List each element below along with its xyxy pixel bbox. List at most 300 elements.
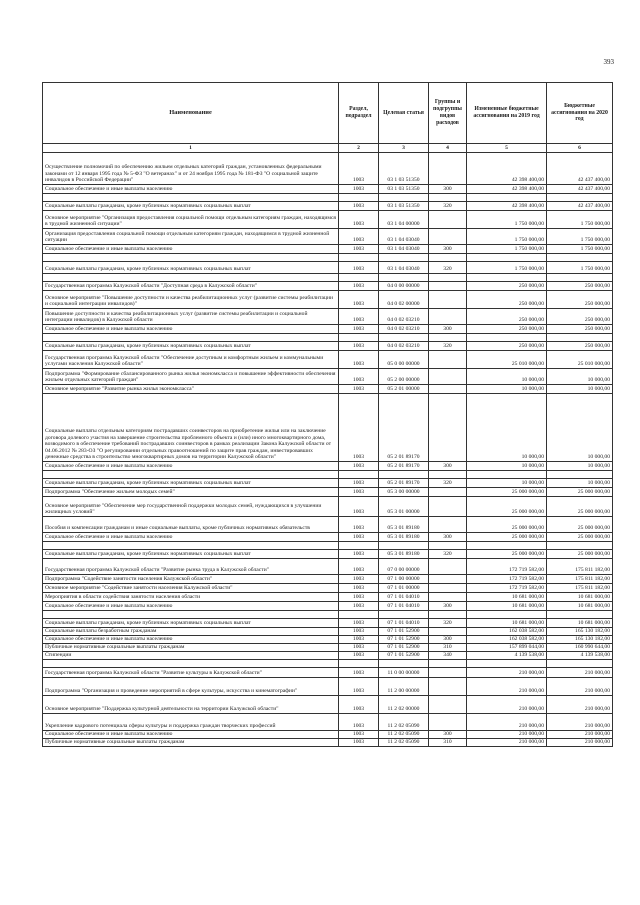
row-budget-2019: 25 010 000,00: [467, 351, 547, 369]
row-section: 1003: [339, 394, 379, 462]
row-budget-2019: 210 000,00: [467, 696, 547, 714]
table-row: [43, 533, 613, 542]
row-article: 07 1 00 00000: [379, 575, 429, 584]
row-budget-2019: 25 000 000,00: [467, 497, 547, 517]
row-name: Пособия и компенсации гражданам и иные социальные выплаты, кроме публичных нормативных обязательств: [43, 517, 339, 533]
row-name: Социальное обеспечение и иные выплаты населению: [43, 731, 339, 739]
column-number: 4: [429, 144, 467, 153]
row-name: Укрепление кадрового потенциала сферы культуры и поддержка граждан творческих профессий: [43, 714, 339, 731]
row-budget-2020: 250 000,00: [547, 291, 613, 309]
row-section: 1003: [339, 584, 379, 593]
row-section: 1003: [339, 497, 379, 517]
table-row: [43, 559, 613, 575]
row-budget-2020: 42 437 400,00: [547, 202, 613, 211]
spacer-cell: [547, 274, 613, 282]
spacer-cell: [429, 660, 467, 668]
spacer-cell: [467, 611, 547, 619]
table-row: [43, 229, 613, 245]
row-budget-2019: 250 000,00: [467, 342, 547, 351]
row-group: [429, 497, 467, 517]
table-row: [43, 619, 613, 628]
row-budget-2020: 1 750 000,00: [547, 245, 613, 254]
row-budget-2019: 250 000,00: [467, 291, 547, 309]
row-name: Осуществление полномочий по обеспечению жильем отдельных категорий граждан, установленных федеральными законами от 12 января 1995 года № 5-ФЗ "О ветеранах" и от 24 ноября 1995 года № 181-ФЗ "О социальной защите инвалидов в Российской Федерации": [43, 153, 339, 185]
row-article: 11 2 02 05090: [379, 739, 429, 747]
row-budget-2019: 210 000,00: [467, 731, 547, 739]
table-row: [43, 185, 613, 194]
row-article: 04 0 00 00000: [379, 282, 429, 291]
spacer-cell: [467, 542, 547, 550]
spacer-cell: [379, 542, 429, 550]
row-section: 1003: [339, 668, 379, 678]
spacer-cell: [547, 194, 613, 202]
table-row: [43, 714, 613, 731]
row-article: 05 2 01 89170: [379, 479, 429, 488]
row-article: 04 0 02 03210: [379, 309, 429, 325]
spacer-cell: [547, 542, 613, 550]
row-budget-2019: 172 719 582,00: [467, 584, 547, 593]
row-budget-2019: 25 000 000,00: [467, 533, 547, 542]
row-name: Основное мероприятие "Организация предоставления социальной помощи отдельным категориям граждан, находящимся в трудной жизненной ситуации": [43, 211, 339, 229]
row-article: 11 2 02 05090: [379, 731, 429, 739]
spacer-cell: [379, 471, 429, 479]
row-group: [429, 282, 467, 291]
spacer-cell: [43, 194, 339, 202]
spacer-row: [43, 471, 613, 479]
row-budget-2020: 10 000,00: [547, 462, 613, 471]
row-budget-2020: 210 000,00: [547, 668, 613, 678]
row-section: 1003: [339, 533, 379, 542]
row-budget-2019: 210 000,00: [467, 668, 547, 678]
column-number: 6: [547, 144, 613, 153]
row-article: 05 3 01 89180: [379, 517, 429, 533]
row-budget-2020: 4 139 538,00: [547, 652, 613, 660]
table-row: [43, 211, 613, 229]
table-row: [43, 325, 613, 334]
spacer-cell: [43, 660, 339, 668]
row-budget-2020: 210 000,00: [547, 678, 613, 696]
row-budget-2020: 10 000,00: [547, 479, 613, 488]
spacer-cell: [43, 334, 339, 342]
row-budget-2020: 175 811 182,00: [547, 575, 613, 584]
table-row: [43, 628, 613, 636]
row-section: 1003: [339, 462, 379, 471]
row-budget-2020: 210 000,00: [547, 696, 613, 714]
row-section: 1003: [339, 636, 379, 644]
row-section: 1003: [339, 202, 379, 211]
row-name: Социальное обеспечение и иные выплаты населению: [43, 462, 339, 471]
table-row: [43, 462, 613, 471]
budget-table: [42, 82, 613, 747]
row-budget-2019: 10 000,00: [467, 462, 547, 471]
row-group: [429, 291, 467, 309]
row-budget-2020: 25 000 000,00: [547, 488, 613, 497]
row-article: 03 1 03 51350: [379, 185, 429, 194]
table-body: [43, 153, 613, 747]
row-budget-2020: 1 750 000,00: [547, 211, 613, 229]
header-section: Раздел, подраздел: [339, 83, 379, 144]
row-section: 1003: [339, 291, 379, 309]
row-budget-2019: 162 038 582,00: [467, 636, 547, 644]
row-budget-2020: 210 000,00: [547, 739, 613, 747]
table-row: [43, 593, 613, 602]
row-budget-2019: 10 000,00: [467, 369, 547, 385]
row-budget-2019: 1 750 000,00: [467, 229, 547, 245]
row-article: 05 3 01 89180: [379, 550, 429, 559]
row-group: [429, 229, 467, 245]
spacer-cell: [379, 194, 429, 202]
spacer-cell: [547, 254, 613, 262]
row-group: [429, 153, 467, 185]
spacer-cell: [467, 334, 547, 342]
row-section: 1003: [339, 517, 379, 533]
row-section: 1003: [339, 731, 379, 739]
spacer-cell: [467, 471, 547, 479]
row-article: 05 2 01 89170: [379, 462, 429, 471]
row-budget-2020: 10 000,00: [547, 394, 613, 462]
row-section: 1003: [339, 678, 379, 696]
spacer-cell: [547, 471, 613, 479]
spacer-cell: [43, 611, 339, 619]
row-group: [429, 211, 467, 229]
row-section: 1003: [339, 153, 379, 185]
row-article: 03 1 04 00000: [379, 211, 429, 229]
row-budget-2019: 1 750 000,00: [467, 262, 547, 274]
table-row: [43, 342, 613, 351]
row-section: 1003: [339, 628, 379, 636]
table-row: [43, 575, 613, 584]
table-row: [43, 262, 613, 274]
row-budget-2020: 250 000,00: [547, 309, 613, 325]
row-group: [429, 369, 467, 385]
row-budget-2019: 10 000,00: [467, 394, 547, 462]
row-name: Подпрограмма "Обеспечение жильем молодых семей": [43, 488, 339, 497]
row-name: Социальные выплаты отдельным категориям пострадавших соинвесторов на приобретение жилья или на заключение договора долевого участия на завершение строительства проблемного объекта и (или) иного многоквартирного дома, возводимого в обеспечение требований пострадавших соинвесторов в рамках реализации Закона Калужской области от 04.06.2012 № 283-ОЗ "О регулировании отдельных правоотношений по защите прав граждан, инвестировавших денежные средства в строительство многоквартирных домов на территории Калужской области": [43, 394, 339, 462]
spacer-cell: [379, 611, 429, 619]
table-row: [43, 282, 613, 291]
row-article: 11 0 00 00000: [379, 668, 429, 678]
spacer-cell: [547, 660, 613, 668]
row-budget-2019: 210 000,00: [467, 714, 547, 731]
row-article: 03 1 04 03040: [379, 245, 429, 254]
row-article: 11 2 02 05090: [379, 714, 429, 731]
row-article: 07 1 01 04010: [379, 593, 429, 602]
row-name: Социальные выплаты гражданам, кроме публичных нормативных социальных выплат: [43, 479, 339, 488]
header-budget-2020: Бюджетные ассигнования на 2020 год: [547, 83, 613, 144]
row-section: 1003: [339, 385, 379, 394]
row-group: [429, 488, 467, 497]
row-budget-2020: 165 130 182,00: [547, 636, 613, 644]
row-name: Подпрограмма "Организация и проведение мероприятий в сфере культуры, искусства и кинематографии": [43, 678, 339, 696]
row-name: Публичные нормативные социальные выплаты гражданам: [43, 739, 339, 747]
row-budget-2019: 172 719 582,00: [467, 575, 547, 584]
table-row: [43, 652, 613, 660]
row-section: 1003: [339, 282, 379, 291]
row-article: 04 0 02 03210: [379, 342, 429, 351]
table-row: [43, 309, 613, 325]
spacer-cell: [429, 254, 467, 262]
row-budget-2020: 25 000 000,00: [547, 517, 613, 533]
row-section: 1003: [339, 245, 379, 254]
row-budget-2020: 25 000 000,00: [547, 550, 613, 559]
row-article: 07 1 01 52900: [379, 636, 429, 644]
row-article: 07 1 01 52900: [379, 628, 429, 636]
row-budget-2020: 10 681 000,00: [547, 593, 613, 602]
spacer-row: [43, 660, 613, 668]
row-budget-2019: 172 719 582,00: [467, 559, 547, 575]
table-row: [43, 731, 613, 739]
row-section: 1003: [339, 696, 379, 714]
spacer-cell: [43, 254, 339, 262]
row-group: [429, 696, 467, 714]
row-article: 11 2 00 00000: [379, 678, 429, 696]
row-budget-2019: 10 681 000,00: [467, 619, 547, 628]
row-article: 04 0 02 00000: [379, 291, 429, 309]
header-article: Целевая статья: [379, 83, 429, 144]
table-row: [43, 369, 613, 385]
row-section: 1003: [339, 559, 379, 575]
table-row: [43, 644, 613, 652]
row-name: Организация предоставления социальной помощи отдельным категориям граждан, находящимся в трудной жизненной ситуации: [43, 229, 339, 245]
row-section: 1003: [339, 325, 379, 334]
table-row: [43, 153, 613, 185]
row-article: 03 1 03 51350: [379, 202, 429, 211]
row-budget-2019: 42 398 400,00: [467, 185, 547, 194]
row-budget-2020: 25 000 000,00: [547, 533, 613, 542]
row-budget-2019: 4 139 538,00: [467, 652, 547, 660]
row-budget-2020: 1 750 000,00: [547, 229, 613, 245]
row-article: 05 2 01 00000: [379, 385, 429, 394]
row-name: Подпрограмма "Формирование сбалансированного рынка жилья экономкласса и повышение эффективности обеспечения жильем отдельных категорий граждан": [43, 369, 339, 385]
row-article: 03 1 04 03040: [379, 229, 429, 245]
row-group: 300: [429, 462, 467, 471]
row-section: 1003: [339, 739, 379, 747]
row-name: Повышение доступности и качества реабилитационных услуг (развитие системы реабилитации и социальной интеграции инвалидов) в Калужской области: [43, 309, 339, 325]
row-name: Мероприятия в области содействия занятости населения области: [43, 593, 339, 602]
row-article: 05 3 00 00000: [379, 488, 429, 497]
row-name: Основное мероприятие "Поддержка культурной деятельности на территории Калужской области": [43, 696, 339, 714]
row-section: 1003: [339, 479, 379, 488]
row-group: [429, 593, 467, 602]
row-section: 1003: [339, 211, 379, 229]
table-row: [43, 488, 613, 497]
table-row: [43, 602, 613, 611]
row-group: 320: [429, 342, 467, 351]
row-name: Социальное обеспечение и иные выплаты населению: [43, 602, 339, 611]
table-row: [43, 636, 613, 644]
spacer-row: [43, 334, 613, 342]
table-row: [43, 479, 613, 488]
row-name: Основное мероприятие "Развитие рынка жилья экономкласса": [43, 385, 339, 394]
spacer-cell: [379, 274, 429, 282]
row-budget-2019: 10 681 000,00: [467, 593, 547, 602]
row-section: 1003: [339, 602, 379, 611]
row-group: [429, 394, 467, 462]
row-section: 1003: [339, 575, 379, 584]
row-budget-2019: 250 000,00: [467, 325, 547, 334]
spacer-cell: [429, 194, 467, 202]
spacer-cell: [429, 274, 467, 282]
row-section: 1003: [339, 593, 379, 602]
row-section: 1003: [339, 644, 379, 652]
row-budget-2019: 10 000,00: [467, 385, 547, 394]
row-article: 05 3 01 89180: [379, 533, 429, 542]
row-group: [429, 385, 467, 394]
table-row: [43, 291, 613, 309]
row-group: 300: [429, 245, 467, 254]
row-name: Основное мероприятие "Обеспечение мер государственной поддержки молодых семей, нуждающихся в улучшении жилищных условий": [43, 497, 339, 517]
spacer-cell: [339, 194, 379, 202]
spacer-row: [43, 194, 613, 202]
table-row: [43, 351, 613, 369]
row-budget-2020: 10 000,00: [547, 385, 613, 394]
row-group: 300: [429, 325, 467, 334]
spacer-cell: [429, 542, 467, 550]
row-budget-2020: 10 681 000,00: [547, 619, 613, 628]
row-article: 05 0 00 00000: [379, 351, 429, 369]
row-article: 07 0 00 00000: [379, 559, 429, 575]
spacer-row: [43, 274, 613, 282]
row-article: 03 1 03 51350: [379, 153, 429, 185]
header-groups: Группы и подгруппы видов расходов: [429, 83, 467, 144]
row-article: 05 2 00 00000: [379, 369, 429, 385]
row-section: 1003: [339, 185, 379, 194]
row-budget-2019: 162 038 582,00: [467, 628, 547, 636]
row-group: 300: [429, 636, 467, 644]
row-article: 07 1 01 00000: [379, 584, 429, 593]
row-group: 320: [429, 550, 467, 559]
row-group: [429, 668, 467, 678]
column-number: 1: [43, 144, 339, 153]
table-row: [43, 550, 613, 559]
header-name: Наименование: [43, 83, 339, 144]
row-budget-2020: 210 000,00: [547, 731, 613, 739]
row-section: 1003: [339, 550, 379, 559]
table-row: [43, 668, 613, 678]
column-number: 3: [379, 144, 429, 153]
spacer-cell: [379, 254, 429, 262]
row-budget-2020: 210 000,00: [547, 714, 613, 731]
row-budget-2020: 250 000,00: [547, 325, 613, 334]
row-group: [429, 309, 467, 325]
row-article: 07 1 01 04010: [379, 602, 429, 611]
spacer-cell: [547, 334, 613, 342]
row-budget-2019: 25 000 000,00: [467, 550, 547, 559]
spacer-row: [43, 611, 613, 619]
page-number: 393: [603, 58, 614, 66]
row-group: 300: [429, 731, 467, 739]
row-budget-2019: 210 000,00: [467, 739, 547, 747]
spacer-cell: [379, 334, 429, 342]
row-budget-2020: 250 000,00: [547, 342, 613, 351]
row-budget-2019: 25 000 000,00: [467, 488, 547, 497]
row-budget-2019: 10 681 000,00: [467, 602, 547, 611]
column-number: 2: [339, 144, 379, 153]
row-name: Социальные выплаты гражданам, кроме публичных нормативных социальных выплат: [43, 262, 339, 274]
row-budget-2020: 25 000 000,00: [547, 497, 613, 517]
row-budget-2020: 1 750 000,00: [547, 262, 613, 274]
row-budget-2020: 42 437 400,00: [547, 153, 613, 185]
row-name: Социальные выплаты безработным гражданам: [43, 628, 339, 636]
row-budget-2019: 250 000,00: [467, 309, 547, 325]
spacer-cell: [547, 611, 613, 619]
row-section: 1003: [339, 342, 379, 351]
row-section: 1003: [339, 229, 379, 245]
table-row: [43, 517, 613, 533]
row-name: Социальное обеспечение и иные выплаты населению: [43, 325, 339, 334]
spacer-cell: [467, 660, 547, 668]
row-group: [429, 575, 467, 584]
row-group: [429, 714, 467, 731]
header-budget-2019: Измененные бюджетные ассигнования на 2019 год: [467, 83, 547, 144]
row-name: Социальные выплаты гражданам, кроме публичных нормативных социальных выплат: [43, 202, 339, 211]
row-name: Социальное обеспечение и иные выплаты населению: [43, 636, 339, 644]
spacer-cell: [339, 274, 379, 282]
row-article: 04 0 02 03210: [379, 325, 429, 334]
spacer-cell: [379, 660, 429, 668]
row-budget-2020: 165 130 182,00: [547, 628, 613, 636]
column-number-row: [43, 144, 613, 153]
row-article: 07 1 01 52900: [379, 644, 429, 652]
table-row: [43, 678, 613, 696]
table-row: [43, 696, 613, 714]
row-budget-2019: 250 000,00: [467, 282, 547, 291]
row-article: 07 1 01 04010: [379, 619, 429, 628]
spacer-cell: [339, 660, 379, 668]
row-budget-2020: 175 811 182,00: [547, 559, 613, 575]
row-name: Социальные выплаты гражданам, кроме публичных нормативных социальных выплат: [43, 550, 339, 559]
row-section: 1003: [339, 309, 379, 325]
row-name: Стипендии: [43, 652, 339, 660]
row-group: [429, 584, 467, 593]
row-section: 1003: [339, 369, 379, 385]
spacer-row: [43, 254, 613, 262]
row-budget-2019: 25 000 000,00: [467, 517, 547, 533]
row-section: 1003: [339, 262, 379, 274]
header-row: [43, 83, 613, 144]
row-group: 310: [429, 739, 467, 747]
spacer-cell: [339, 334, 379, 342]
spacer-cell: [43, 274, 339, 282]
row-budget-2019: 1 750 000,00: [467, 211, 547, 229]
row-group: 320: [429, 479, 467, 488]
spacer-cell: [339, 542, 379, 550]
spacer-cell: [339, 611, 379, 619]
row-name: Социальное обеспечение и иные выплаты населению: [43, 185, 339, 194]
row-name: Социальные выплаты гражданам, кроме публичных нормативных социальных выплат: [43, 342, 339, 351]
row-budget-2019: 10 000,00: [467, 479, 547, 488]
row-group: [429, 351, 467, 369]
row-section: 1003: [339, 619, 379, 628]
spacer-cell: [429, 611, 467, 619]
table-row: [43, 394, 613, 462]
row-section: 1003: [339, 714, 379, 731]
row-name: Социальное обеспечение и иные выплаты населению: [43, 245, 339, 254]
table-row: [43, 497, 613, 517]
table-row: [43, 245, 613, 254]
spacer-row: [43, 542, 613, 550]
row-group: 300: [429, 602, 467, 611]
row-name: Публичные нормативные социальные выплаты гражданам: [43, 644, 339, 652]
spacer-cell: [467, 194, 547, 202]
row-name: Государственная программа Калужской области "Доступная среда в Калужской области": [43, 282, 339, 291]
table-row: [43, 739, 613, 747]
row-budget-2019: 1 750 000,00: [467, 245, 547, 254]
row-name: Государственная программа Калужской области "Развитие рынка труда в Калужской области": [43, 559, 339, 575]
row-budget-2019: 210 000,00: [467, 678, 547, 696]
spacer-cell: [43, 471, 339, 479]
row-group: [429, 517, 467, 533]
